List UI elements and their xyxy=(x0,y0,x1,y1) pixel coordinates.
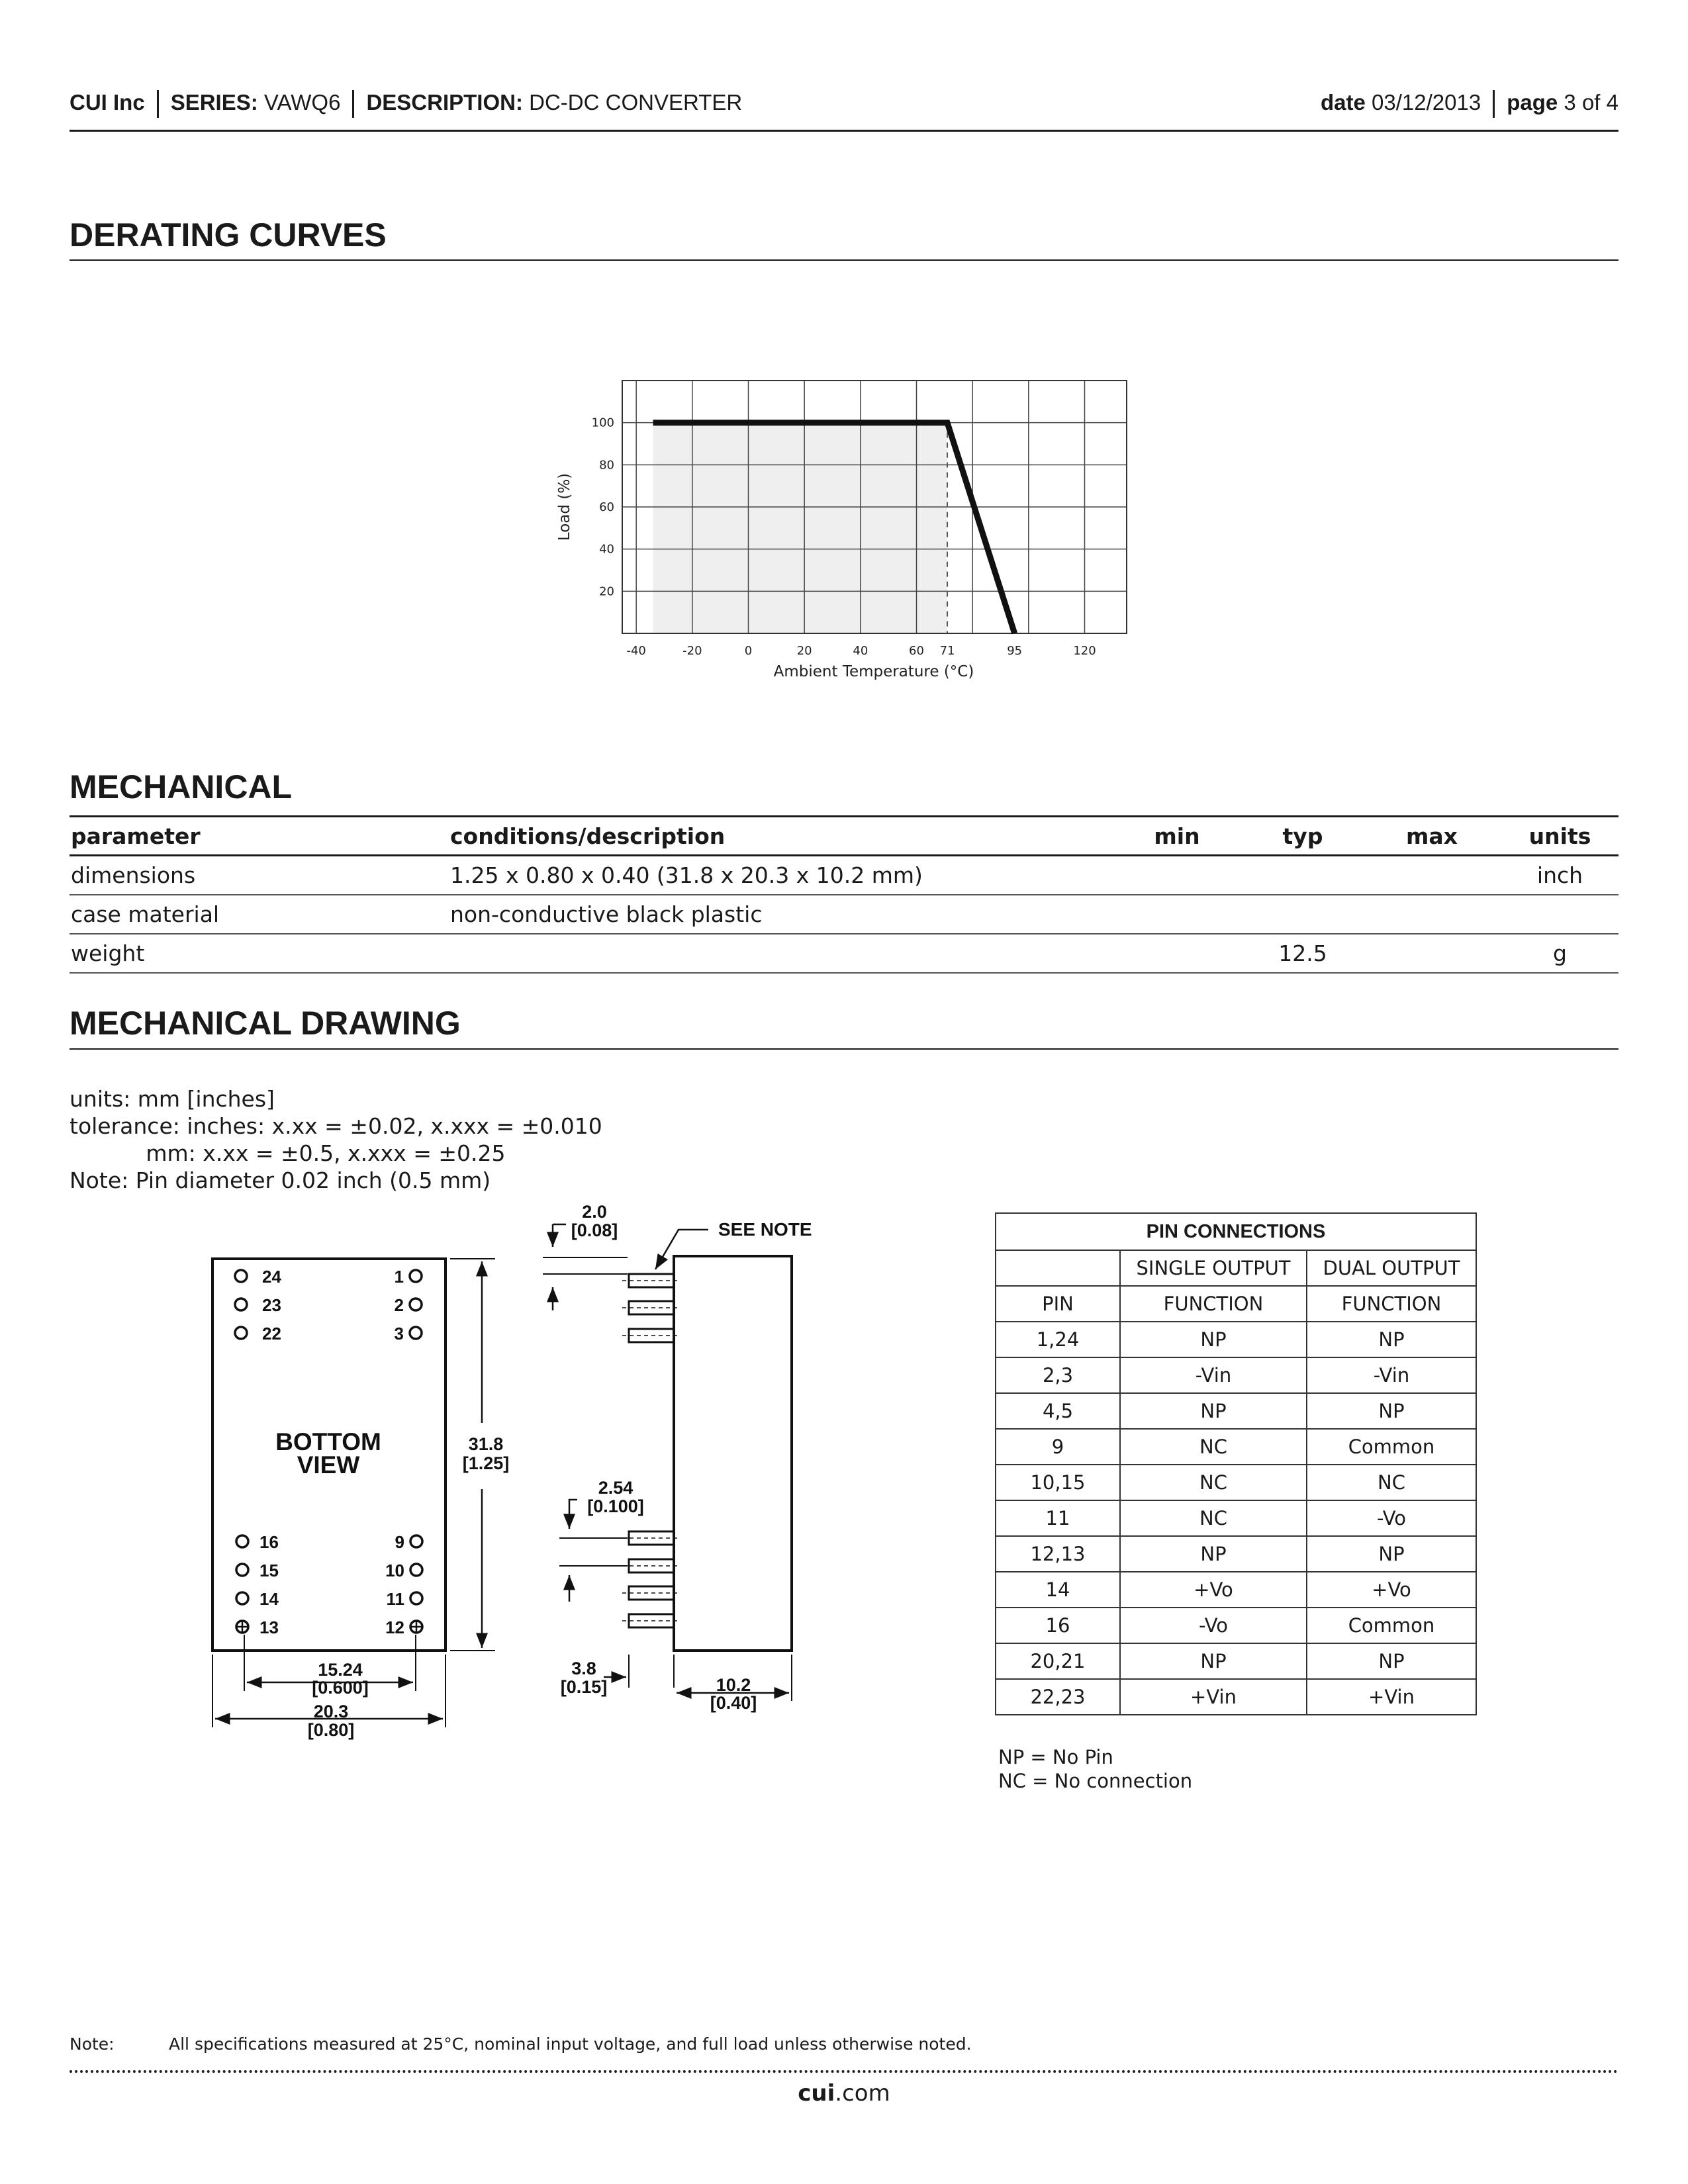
dim-pitch-mm: 2.54 xyxy=(598,1478,633,1498)
table-row xyxy=(996,1643,1476,1679)
pin-table-subheader xyxy=(996,1250,1476,1286)
dim-standoff-in: [0.08] xyxy=(571,1220,618,1240)
col-units: units xyxy=(1501,817,1618,856)
cell-single: NP xyxy=(1120,1643,1307,1679)
pin-table-blank-cell xyxy=(996,1250,1120,1286)
col-typ: typ xyxy=(1243,817,1362,856)
header-rule xyxy=(70,130,1618,132)
pin-table-col-function: FUNCTION xyxy=(1307,1286,1476,1322)
cell-dual: +Vo xyxy=(1307,1572,1476,1608)
pin-label: 2 xyxy=(394,1295,404,1315)
bottom-view-label: VIEW xyxy=(297,1451,360,1479)
table-row xyxy=(996,1429,1476,1465)
col-parameter: parameter xyxy=(70,817,449,856)
chart-y-tick-label: 40 xyxy=(599,542,614,557)
side-view-outline xyxy=(674,1256,792,1651)
see-note-leader xyxy=(655,1230,708,1269)
description-label: DESCRIPTION: xyxy=(366,90,523,114)
legend-nc: NC = No connection xyxy=(998,1770,1193,1792)
cell-dual: Common xyxy=(1307,1429,1476,1465)
pin-hole-icon xyxy=(236,1564,248,1576)
dim-pitch-in: [0.100] xyxy=(587,1496,644,1516)
dim-height-mm: 31.8 xyxy=(468,1434,504,1454)
chart-y-label: Load (%) xyxy=(556,473,573,541)
cell-units xyxy=(1501,895,1618,934)
side-pins-top xyxy=(629,1274,674,1627)
pin-label: 13 xyxy=(259,1617,279,1637)
cell-typ: 12.5 xyxy=(1243,934,1362,973)
cell-single: NC xyxy=(1120,1500,1307,1536)
pin-hole-icon xyxy=(235,1270,247,1282)
dim-pin-span-mm: 15.24 xyxy=(318,1660,363,1680)
pin-hole-icon xyxy=(410,1270,422,1282)
company-name: CUI Inc xyxy=(70,90,145,114)
divider xyxy=(157,90,159,118)
cell-min xyxy=(1111,856,1243,895)
chart-y-ticks xyxy=(592,416,614,599)
pin-label: 14 xyxy=(259,1589,279,1609)
pin-label: 22 xyxy=(262,1324,281,1343)
cell-typ xyxy=(1243,856,1362,895)
cell-single: -Vo xyxy=(1120,1608,1307,1643)
pin-label: 15 xyxy=(259,1561,279,1580)
cell-pin: 14 xyxy=(996,1572,1120,1608)
page-value: 3 of 4 xyxy=(1564,90,1618,114)
chart-x-tick-label: 95 xyxy=(1007,644,1023,658)
footer-website[interactable] xyxy=(0,2080,1688,2107)
section-title-mechanical: MECHANICAL xyxy=(70,768,293,805)
table-row xyxy=(70,934,1618,973)
cell-min xyxy=(1111,895,1243,934)
chart-x-tick-label: 60 xyxy=(909,644,924,658)
cell-dual: +Vin xyxy=(1307,1679,1476,1715)
cell-pin: 12,13 xyxy=(996,1536,1120,1572)
series-label: SERIES: xyxy=(170,90,258,114)
cell-pin: 11 xyxy=(996,1500,1120,1536)
chart-x-tick-label: 20 xyxy=(796,644,812,658)
pin-table-col-pin: PIN xyxy=(996,1286,1120,1322)
see-note-label: SEE NOTE xyxy=(718,1219,812,1240)
cell-dual: NC xyxy=(1307,1465,1476,1500)
table-row xyxy=(996,1465,1476,1500)
dim-height-in: [1.25] xyxy=(462,1453,510,1473)
pin-hole-icon xyxy=(410,1564,422,1576)
cell-dual: NP xyxy=(1307,1536,1476,1572)
pin-label: 16 xyxy=(259,1532,279,1552)
header-left xyxy=(70,90,742,118)
cell-dual: -Vo xyxy=(1307,1500,1476,1536)
section-rule xyxy=(70,259,1618,261)
pin-hole-icon xyxy=(410,1327,422,1339)
cell-dual: NP xyxy=(1307,1322,1476,1357)
table-row xyxy=(70,856,1618,895)
chart-x-tick-label: 0 xyxy=(744,644,753,658)
bottom-view-label: BOTTOM xyxy=(275,1428,381,1455)
pin-table-col-function: FUNCTION xyxy=(1120,1286,1307,1322)
cell-conditions xyxy=(449,934,1111,973)
chart-x-tick-label: 71 xyxy=(939,644,955,658)
cell-pin: 2,3 xyxy=(996,1357,1120,1393)
mechanical-table-header xyxy=(70,817,1618,856)
chart-y-tick-label: 80 xyxy=(599,458,614,473)
page-label: page xyxy=(1507,90,1558,114)
section-rule xyxy=(70,1048,1618,1050)
cell-pin: 20,21 xyxy=(996,1643,1120,1679)
date-label: date xyxy=(1321,90,1366,114)
table-row xyxy=(996,1572,1476,1608)
cell-single: NP xyxy=(1120,1393,1307,1429)
chart-shaded-area xyxy=(653,423,948,633)
cell-max xyxy=(1362,856,1501,895)
cell-dual: -Vin xyxy=(1307,1357,1476,1393)
pin-table-legend xyxy=(998,1745,1192,1793)
dimension-arrow-pitch xyxy=(569,1500,577,1529)
divider xyxy=(1493,90,1495,118)
pin-label: 24 xyxy=(262,1267,281,1287)
cell-single: -Vin xyxy=(1120,1357,1307,1393)
legend-np: NP = No Pin xyxy=(998,1746,1113,1768)
chart-x-label: Ambient Temperature (°C) xyxy=(773,663,974,680)
footer-note-text: All specifications measured at 25°C, nominal input voltage, and full load unless otherwise noted. xyxy=(169,2034,972,2054)
table-row xyxy=(996,1536,1476,1572)
header-right xyxy=(1321,90,1618,118)
footer-note-label: Note: xyxy=(70,2034,115,2054)
chart-x-tick-label: -20 xyxy=(682,644,702,658)
chart-x-ticks xyxy=(626,644,1096,658)
pin-hole-icon xyxy=(410,1592,422,1604)
table-row xyxy=(996,1393,1476,1429)
description-value: DC-DC CONVERTER xyxy=(529,90,743,114)
footer-note xyxy=(70,2034,972,2054)
drawing-notes xyxy=(70,1085,602,1194)
pin-label: 10 xyxy=(385,1561,404,1580)
pin-label: 12 xyxy=(385,1617,404,1637)
chart-x-tick-label: -40 xyxy=(626,644,646,658)
cell-pin: 16 xyxy=(996,1608,1120,1643)
website-rest: .com xyxy=(835,2080,890,2107)
cell-dual: NP xyxy=(1307,1643,1476,1679)
pin-hole-icon xyxy=(236,1535,248,1547)
chart-x-tick-label: 120 xyxy=(1073,644,1096,658)
divider xyxy=(352,90,354,118)
col-max: max xyxy=(1362,817,1501,856)
date-value: 03/12/2013 xyxy=(1372,90,1481,114)
cell-single: NC xyxy=(1120,1465,1307,1500)
cell-typ xyxy=(1243,895,1362,934)
note-units: units: mm [inches] xyxy=(70,1086,275,1112)
derating-chart xyxy=(543,371,1139,688)
cell-pin: 4,5 xyxy=(996,1393,1120,1429)
pin-hole-icon xyxy=(236,1592,248,1604)
chart-y-tick-label: 100 xyxy=(591,416,614,430)
cell-dual: NP xyxy=(1307,1393,1476,1429)
cell-parameter: dimensions xyxy=(70,856,449,895)
chart-x-tick-label: 40 xyxy=(853,644,868,658)
pin-table-title-row xyxy=(996,1213,1476,1250)
note-pin-diameter: Note: Pin diameter 0.02 inch (0.5 mm) xyxy=(70,1167,491,1193)
section-title-derating: DERATING CURVES xyxy=(70,216,387,253)
pin-label: 9 xyxy=(395,1532,404,1552)
website-bold: cui xyxy=(798,2080,835,2107)
col-conditions: conditions/description xyxy=(449,817,1111,856)
table-row xyxy=(996,1608,1476,1643)
dim-width-mm: 20.3 xyxy=(313,1702,349,1721)
col-min: min xyxy=(1111,817,1243,856)
pin-table-dual-output: DUAL OUTPUT xyxy=(1307,1250,1476,1286)
cell-conditions: 1.25 x 0.80 x 0.40 (31.8 x 20.3 x 10.2 mm) xyxy=(449,856,1111,895)
dim-pin-length-mm: 3.8 xyxy=(571,1659,596,1678)
cell-max xyxy=(1362,934,1501,973)
note-tolerance-inches: tolerance: inches: x.xx = ±0.02, x.xxx = ±0.010 xyxy=(70,1113,602,1139)
pin-label: 1 xyxy=(394,1267,404,1287)
dim-depth-mm: 10.2 xyxy=(716,1675,751,1695)
section-title-drawing: MECHANICAL DRAWING xyxy=(70,1005,461,1042)
footer-dotted-rule xyxy=(70,2070,1618,2073)
cell-single: +Vin xyxy=(1120,1679,1307,1715)
pin-hole-icon xyxy=(410,1535,422,1547)
cell-dual: Common xyxy=(1307,1608,1476,1643)
cell-single: +Vo xyxy=(1120,1572,1307,1608)
chart-y-tick-label: 60 xyxy=(599,500,614,514)
dim-standoff-mm: 2.0 xyxy=(582,1202,607,1222)
note-tolerance-mm: mm: x.xx = ±0.5, x.xxx = ±0.25 xyxy=(70,1140,506,1166)
pin-hole-icon xyxy=(235,1298,247,1310)
pin-table-single-output: SINGLE OUTPUT xyxy=(1120,1250,1307,1286)
pin-label: 3 xyxy=(394,1324,404,1343)
cell-conditions: non-conductive black plastic xyxy=(449,895,1111,934)
pin-centerlines xyxy=(622,1281,680,1621)
cell-max xyxy=(1362,895,1501,934)
cell-parameter: weight xyxy=(70,934,449,973)
table-row xyxy=(996,1500,1476,1536)
pin-table-title: PIN CONNECTIONS xyxy=(996,1213,1476,1250)
mechanical-table xyxy=(70,815,1618,974)
cell-pin: 1,24 xyxy=(996,1322,1120,1357)
pin-hole-icon xyxy=(410,1298,422,1310)
cell-units: g xyxy=(1501,934,1618,973)
dim-depth-in: [0.40] xyxy=(710,1693,757,1713)
cell-single: NC xyxy=(1120,1429,1307,1465)
table-row xyxy=(70,895,1618,934)
cell-parameter: case material xyxy=(70,895,449,934)
cell-units: inch xyxy=(1501,856,1618,895)
dim-pin-span-in: [0.600] xyxy=(312,1678,369,1698)
table-row xyxy=(996,1357,1476,1393)
cell-min xyxy=(1111,934,1243,973)
mechanical-drawing xyxy=(199,1198,827,1754)
chart-operating-area xyxy=(653,423,948,633)
pin-connections-table xyxy=(995,1212,1477,1715)
pin-label: 11 xyxy=(386,1589,404,1609)
pin-hole-icon xyxy=(235,1327,247,1339)
chart-y-tick-label: 20 xyxy=(599,584,614,599)
pin-label: 23 xyxy=(262,1295,281,1315)
pin-table-header xyxy=(996,1286,1476,1322)
dim-width-in: [0.80] xyxy=(307,1720,355,1740)
cell-single: NP xyxy=(1120,1536,1307,1572)
cell-pin: 22,23 xyxy=(996,1679,1120,1715)
cell-single: NP xyxy=(1120,1322,1307,1357)
table-row xyxy=(996,1322,1476,1357)
cell-pin: 9 xyxy=(996,1429,1120,1465)
dim-pin-length-in: [0.15] xyxy=(560,1677,608,1697)
cell-pin: 10,15 xyxy=(996,1465,1120,1500)
series-value: VAWQ6 xyxy=(263,90,341,114)
table-row xyxy=(996,1679,1476,1715)
